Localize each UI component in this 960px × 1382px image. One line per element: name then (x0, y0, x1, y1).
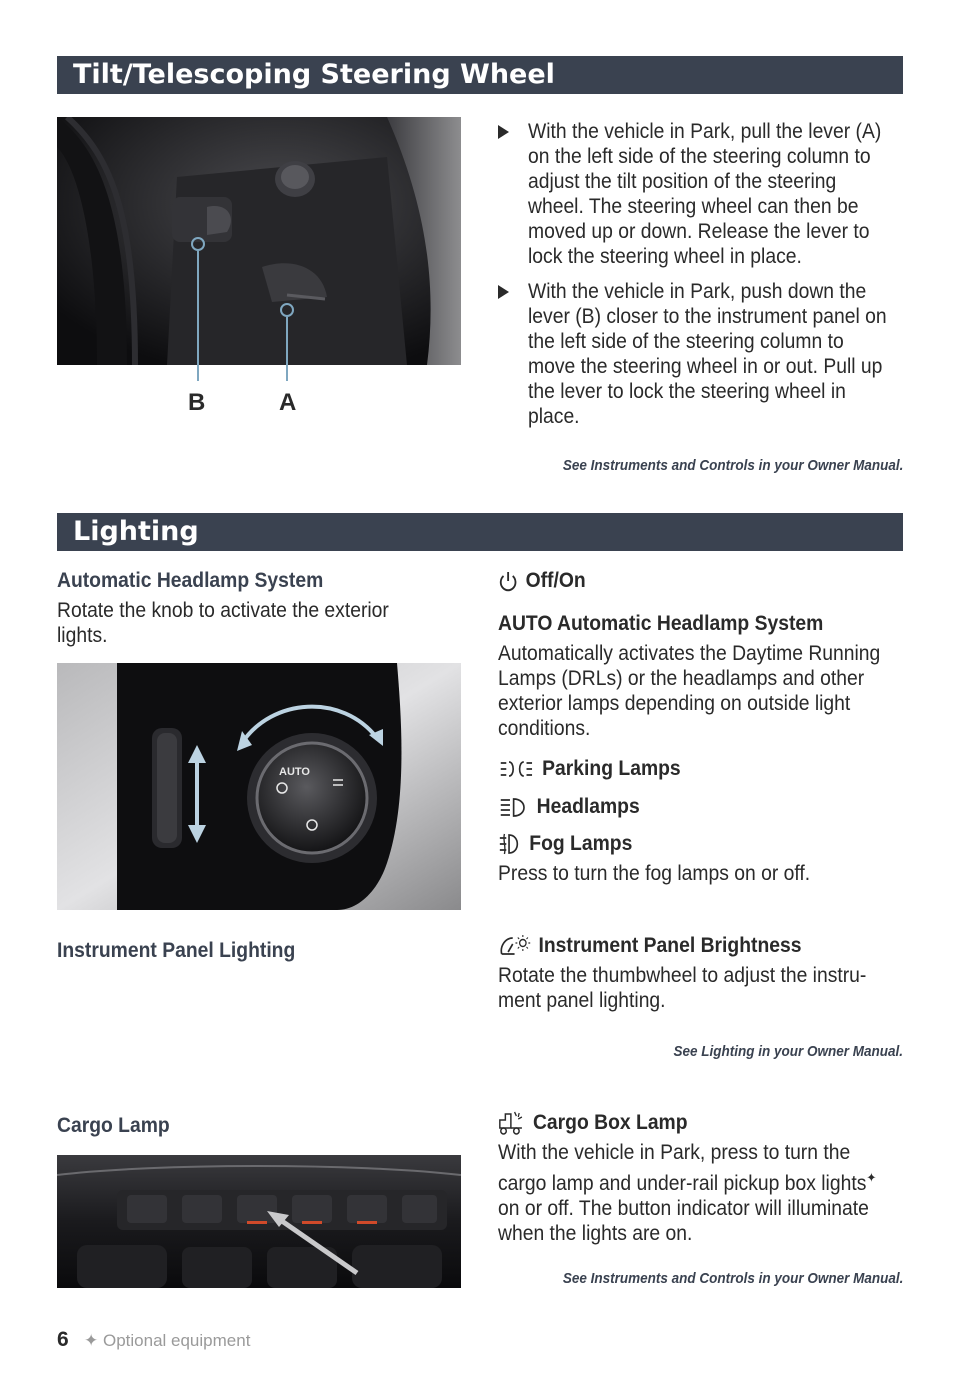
optional-equipment-text: Optional equipment (102, 1331, 251, 1350)
fog-lamps-row (498, 832, 644, 856)
cargo-switch-photo (57, 1155, 461, 1288)
optional-star-icon: ✦ (84, 1331, 99, 1350)
optional-equipment-mark: ✦ (866, 1170, 877, 1185)
cargo-box-lamp-icon (498, 1110, 526, 1136)
callout-marker-b (191, 237, 205, 251)
instrument-brightness-icon (498, 934, 531, 958)
parking-lamps-row (498, 757, 697, 781)
optional-equipment-legend (84, 1331, 250, 1351)
cargo-box-lamp-desc: With the vehicle in Park, press to turn the cargo lamp and under-rail pickup box lights✦ on or off. The button indicator will illuminate when the lights are on. (498, 1141, 877, 1245)
fog-lamps-label: Fog Lamps (529, 832, 633, 855)
fog-lamps-desc: Press to turn the fog lamps on or off. (498, 862, 811, 885)
cargo-lamp-heading: Cargo Lamp (57, 1114, 170, 1137)
instrument-panel-lighting-heading: Instrument Panel Lighting (57, 939, 296, 962)
steering-column-photo (57, 117, 461, 365)
steering-column-illustration (57, 117, 461, 365)
section-header-tilt (57, 56, 903, 94)
headlamp-system-desc: Rotate the knob to activate the exterior lights. (57, 599, 389, 647)
tilt-owner-manual-ref: See Instruments and Controls in your Owner Manual. (562, 457, 903, 474)
fog-lamps-icon (498, 832, 522, 856)
headlamp-knob-illustration (57, 663, 461, 910)
callout-marker-a (280, 303, 294, 317)
auto-headlamp-heading: AUTO Automatic Headlamp System (498, 612, 824, 635)
auto-headlamp-desc: Automatically activates the Daytime Running Lamps (DRLs) or the headlamps and other exterior lamps depending on outside light conditions. (498, 642, 881, 740)
knob-auto-text: AUTO (279, 766, 310, 778)
ip-brightness-row (498, 934, 828, 958)
page-number: 6 (57, 1328, 69, 1351)
parking-lamps-icon (498, 758, 535, 780)
section-title-lighting: Lighting (73, 516, 199, 547)
bullet-arrow-icon (498, 285, 509, 299)
cargo-owner-manual-ref: See Instruments and Controls in your Owner Manual. (562, 1270, 903, 1287)
cargo-switch-illustration (57, 1155, 461, 1288)
headlamps-label: Headlamps (536, 795, 640, 818)
callout-label-a: A (279, 389, 297, 416)
ip-brightness-label: Instrument Panel Brightness (538, 934, 802, 957)
callout-line-b (197, 251, 199, 381)
headlamp-system-heading: Automatic Headlamp System (57, 569, 324, 592)
power-icon (498, 570, 518, 592)
cargo-box-lamp-label: Cargo Box Lamp (532, 1111, 688, 1134)
headlamps-icon (498, 796, 529, 818)
section-title-tilt: Tilt/Telescoping Steering Wheel (73, 59, 555, 90)
callout-line-a (286, 317, 288, 381)
section-header-lighting (57, 513, 903, 551)
bullet-arrow-icon (498, 125, 509, 139)
headlamps-row (498, 795, 652, 819)
headlamp-knob-photo (57, 663, 461, 910)
off-on-label: Off/On (525, 569, 586, 592)
off-on-row (498, 569, 593, 593)
lighting-owner-manual-ref: See Lighting in your Owner Manual. (673, 1043, 903, 1060)
cargo-box-lamp-row (498, 1110, 704, 1136)
callout-label-b: B (188, 389, 206, 416)
parking-lamps-label: Parking Lamps (542, 757, 681, 780)
ip-brightness-desc: Rotate the thumbwheel to adjust the instrument panel lighting. (498, 964, 867, 1012)
